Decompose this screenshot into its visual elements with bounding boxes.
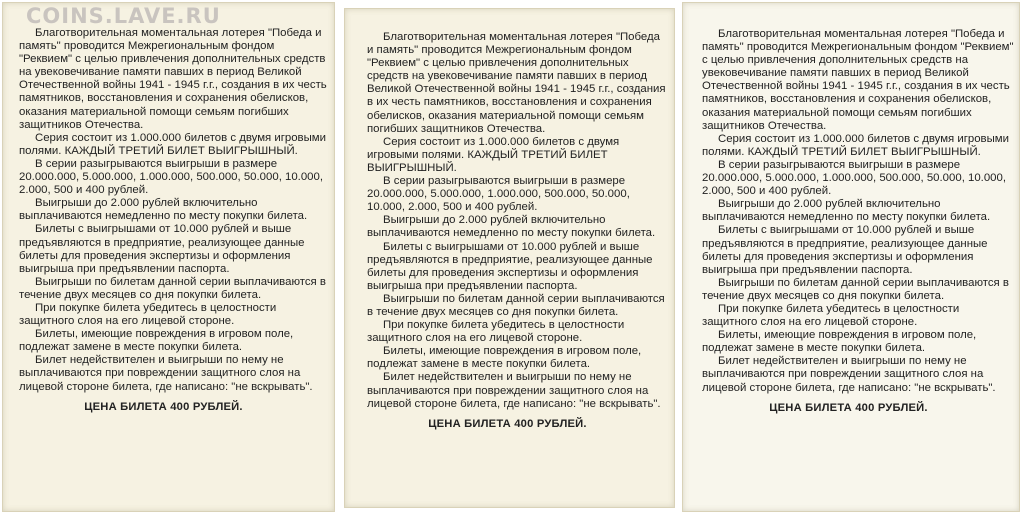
ticket-paragraph: В серии разыгрываются выигрыши в размере 20.000.000, 5.000.000, 1.000.000, 500.000, 50.000, 10.000, 2.000, 500 и 400 рублей.: [19, 157, 324, 197]
ticket-paragraph: Билеты с выигрышами от 10.000 рублей и выше предъявляются в предприятие, реализующее данные билеты для проведения экспертизы и оформления выигрыша при предъявлении паспорта.: [19, 223, 305, 275]
ticket-paragraph: Благотворительная моментальная лотерея "Победа и память" проводится Межрегиональным фондом "Реквием" с целью привлечения дополнительных средств на увековечивание памяти павших в период Великой Отечественной войны 1941 - 1945 г.г., создания в их честь памятников, восстановления и сохранения обелисков, оказания материальной помощи семьям погибших защитников Отечества.: [702, 28, 1014, 132]
watermark-text: COINS.LAVE.RU: [26, 4, 221, 28]
ticket-paragraph: При покупке билета убедитесь в целостности защитного слоя на его лицевой стороне.: [702, 302, 960, 329]
ticket-paragraph: Билет недействителен и выигрыши по нему не выплачиваются при повреждении защитного слоя на лицевой стороне билета, где написано: "не вскрывать".: [367, 371, 661, 410]
ticket-price: ЦЕНА БИЛЕТА 400 РУБЛЕЙ.: [84, 400, 243, 413]
ticket-paragraph: При покупке билета убедитесь в целостности защитного слоя на его лицевой стороне.: [19, 301, 277, 328]
ticket-paragraph: В серии разыгрываются выигрыши в размере 20.000.000, 5.000.000, 1.000.000, 500.000, 50.000, 10.000, 2.000, 500 и 400 рублей.: [367, 175, 630, 214]
ticket-paragraph: Выигрыши до 2.000 рублей включительно выплачиваются немедленно по месту покупки билета.: [702, 198, 991, 224]
ticket-paragraph: Серия состоит из 1.000.000 билетов с двумя игровыми полями. КАЖДЫЙ ТРЕТИЙ БИЛЕТ ВЫИГРЫШНЫЙ.: [367, 135, 620, 174]
ticket-paragraph: Благотворительная моментальная лотерея "Победа и память" проводится Межрегиональным фондом "Реквием" с целью привлечения дополнительных средств на увековечивание памяти павших в период Великой Отечественной войны 1941 - 1945 г.г., создания в их честь памятников, восстановления и сохранения обелисков, оказания материальной помощи семьям погибших защитников Отечества.: [19, 27, 327, 131]
ticket-paragraph: Билеты с выигрышами от 10.000 рублей и выше предъявляются в предприятие, реализующее данные билеты для проведения экспертизы и оформления выигрыша при предъявлении паспорта.: [702, 224, 988, 276]
ticket-price: ЦЕНА БИЛЕТА 400 РУБЛЕЙ.: [428, 417, 587, 430]
ticket-paragraph: Выигрыши до 2.000 рублей включительно выплачиваются немедленно по месту покупки билета.: [367, 214, 656, 240]
ticket-paragraph: Серия состоит из 1.000.000 билетов с двумя игровыми полями. КАЖДЫЙ ТРЕТИЙ БИЛЕТ ВЫИГРЫШНЫЙ.: [702, 132, 1009, 158]
ticket-paragraph: Билеты с выигрышами от 10.000 рублей и выше предъявляются в предприятие, реализующее данные билеты для проведения экспертизы и оформления выигрыша при предъявлении паспорта.: [367, 240, 653, 292]
ticket-paragraph: Билеты, имеющие повреждения в игровом поле, подлежат замене в месте покупки билета.: [19, 328, 294, 354]
ticket-paragraph: Выигрыши до 2.000 рублей включительно выплачиваются немедленно по месту покупки билета.: [19, 197, 308, 223]
ticket-paragraph: Билет недействителен и выигрыши по нему не выплачиваются при повреждении защитного слоя на лицевой стороне билета, где написано: "не вскрывать".: [19, 354, 313, 393]
ticket-paragraph: Билеты, имеющие повреждения в игровом поле, подлежат замене в месте покупки билета.: [702, 329, 977, 355]
ticket-paragraph: Благотворительная моментальная лотерея "Победа и память" проводится Межрегиональным фондом "Реквием" с целью привлечения дополнительных средств на увековечивание памяти павших в период Великой Отечественной войны 1941 - 1945 г.г., создания в их честь памятников, восстановления и сохранения обелисков, оказания материальной помощи семьям погибших защитников Отечества.: [367, 31, 666, 135]
ticket-paragraph: Билет недействителен и выигрыши по нему не выплачиваются при повреждении защитного слоя на лицевой стороне билета, где написано: "не вскрывать".: [702, 355, 996, 394]
ticket-paragraph: В серии разыгрываются выигрыши в размере 20.000.000, 5.000.000, 1.000.000, 500.000, 50.000, 10.000, 2.000, 500 и 400 рублей.: [702, 158, 1007, 198]
ticket-paragraph: Билеты, имеющие повреждения в игровом поле, подлежат замене в месте покупки билета.: [367, 345, 642, 371]
ticket-paragraph: Выигрыши по билетам данной серии выплачиваются в течение двух месяцев со дня покупки билета.: [367, 292, 665, 318]
ticket-paragraph: Выигрыши по билетам данной серии выплачиваются в течение двух месяцев со дня покупки билета.: [702, 276, 1009, 302]
ticket-paragraph: Выигрыши по билетам данной серии выплачиваются в течение двух месяцев со дня покупки билета.: [19, 275, 326, 301]
ticket-back-3: [682, 2, 1020, 512]
ticket-paragraph: При покупке билета убедитесь в целостности защитного слоя на его лицевой стороне.: [367, 319, 625, 345]
ticket-paragraph: Серия состоит из 1.000.000 билетов с двумя игровыми полями. КАЖДЫЙ ТРЕТИЙ БИЛЕТ ВЫИГРЫШНЫЙ.: [19, 131, 326, 157]
ticket-back-2: [344, 8, 675, 508]
ticket-price: ЦЕНА БИЛЕТА 400 РУБЛЕЙ.: [769, 401, 928, 414]
ticket-back-1: [2, 2, 335, 512]
